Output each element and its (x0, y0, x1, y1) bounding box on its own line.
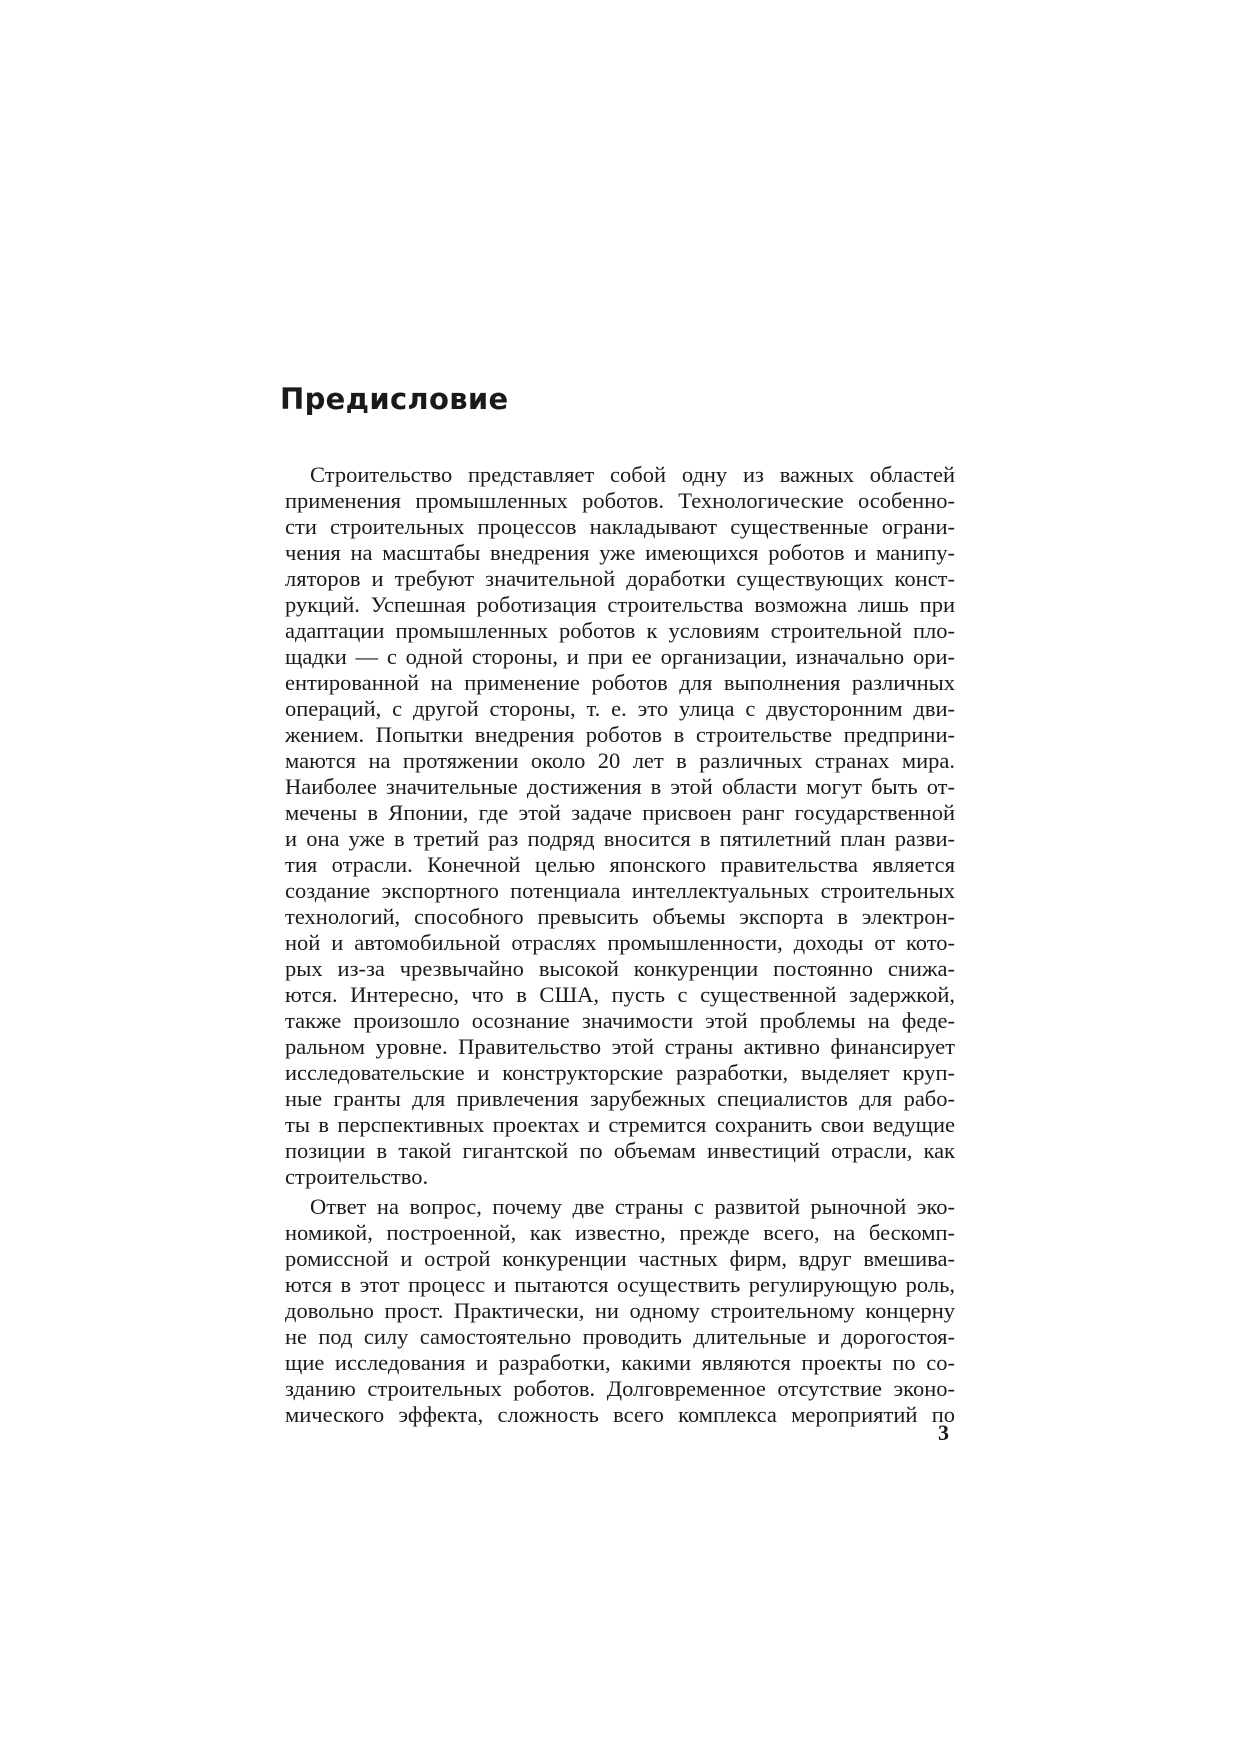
text-line: ной и автомобильной отраслях промышленности, доходы от кото- (285, 930, 955, 955)
text-line: зданию строительных роботов. Долговременное отсутствие эконо- (285, 1376, 955, 1401)
text-line: рых из-за чрезвычайно высокой конкуренции постоянно снижа- (285, 956, 955, 981)
page-number: 3 (938, 1420, 949, 1445)
text-line: ты в перспективных проектах и стремится сохранить свои ведущие (285, 1112, 955, 1137)
text-line: позиции в такой гигантской по объемам инвестиций отрасли, как (285, 1138, 955, 1163)
text-line: ные гранты для привлечения зарубежных специалистов для рабо- (285, 1086, 955, 1111)
paragraph-2 (285, 1194, 955, 1428)
paragraph-1 (285, 462, 955, 1190)
text-line: мечены в Японии, где этой задаче присвоен ранг государственной (285, 800, 955, 825)
text-line: технологий, способного превысить объемы экспорта в электрон- (285, 904, 955, 929)
text-line: адаптации промышленных роботов к условиям строительной пло- (285, 618, 955, 643)
text-line: рукций. Успешная роботизация строительства возможна лишь при (285, 592, 955, 617)
text-line: Наиболее значительные достижения в этой области могут быть от- (285, 774, 955, 799)
text-line: ются в этот процесс и пытаются осуществить регулирующую роль, (285, 1272, 955, 1297)
text-line: ральном уровне. Правительство этой страны активно финансирует (285, 1034, 955, 1059)
text-line: щадки — с одной стороны, и при ее организации, изначально ори- (285, 644, 955, 669)
text-line: номикой, построенной, как известно, прежде всего, на бескомп- (285, 1220, 955, 1245)
text-line: строительство. (285, 1164, 429, 1189)
text-line: ентированной на применение роботов для выполнения различных (285, 670, 955, 695)
text-line: жением. Попытки внедрения роботов в строительстве предприни- (285, 722, 955, 747)
text-line: создание экспортного потенциала интеллектуальных строительных (285, 878, 955, 903)
text-line: Ответ на вопрос, почему две страны с развитой рыночной эко- (310, 1194, 955, 1219)
text-line: Строительство представляет собой одну из важных областей (310, 462, 955, 487)
text-line: сти строительных процессов накладывают существенные ограни- (285, 514, 955, 539)
text-line: операций, с другой стороны, т. е. это улица с двусторонним дви- (285, 696, 955, 721)
text-line: не под силу самостоятельно проводить длительные и дорогостоя- (285, 1324, 955, 1349)
text-line: ляторов и требуют значительной доработки существующих конст- (285, 566, 955, 591)
body-text (285, 462, 955, 1428)
text-line: тия отрасли. Конечной целью японского правительства является (285, 852, 955, 877)
text-line: применения промышленных роботов. Технологические особенно- (285, 488, 955, 513)
text-line: и она уже в третий раз подряд вносится в пятилетний план разви- (285, 826, 955, 851)
text-line: мического эффекта, сложность всего комплекса мероприятий по (285, 1402, 955, 1427)
text-line: маются на протяжении около 20 лет в различных странах мира. (285, 748, 955, 773)
text-line: чения на масштабы внедрения уже имеющихся роботов и манипу- (285, 540, 955, 565)
text-line: щие исследования и разработки, какими являются проекты по со- (285, 1350, 955, 1375)
text-line: исследовательские и конструкторские разработки, выделяет круп- (285, 1060, 955, 1085)
text-line: ются. Интересно, что в США, пусть с существенной задержкой, (285, 982, 955, 1007)
text-line: довольно прост. Практически, ни одному строительному концерну (285, 1298, 955, 1323)
chapter-heading: Предисловие (280, 382, 509, 416)
text-line: также произошло осознание значимости этой проблемы на феде- (285, 1008, 955, 1033)
text-line: ромиссной и острой конкуренции частных фирм, вдруг вмешива- (285, 1246, 955, 1271)
